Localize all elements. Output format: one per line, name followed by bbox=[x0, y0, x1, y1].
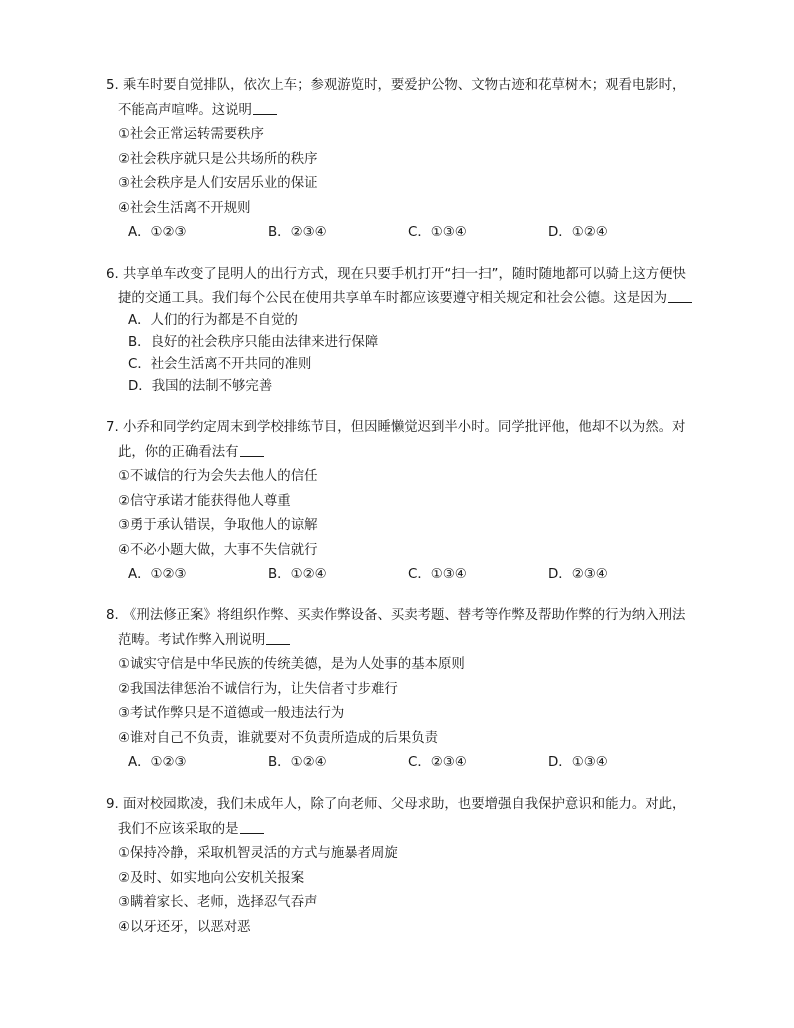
statement-3: ③勇于承认错误，争取他人的谅解 bbox=[118, 518, 318, 533]
statement-1: ①不诚信的行为会失去他人的信任 bbox=[118, 469, 318, 484]
answer-blank[interactable] bbox=[240, 819, 264, 834]
statement-3: ③瞒着家长、老师，选择忍气吞声 bbox=[118, 895, 318, 910]
statement-3: ③社会秩序是人们安居乐业的保证 bbox=[118, 176, 318, 191]
choice-d[interactable]: D．①②④ bbox=[548, 225, 608, 240]
choice-a[interactable]: A．①②③ bbox=[128, 755, 187, 770]
question-number: 9. bbox=[106, 797, 119, 812]
statement-2: ②社会秩序就只是公共场所的秩序 bbox=[118, 151, 318, 167]
choice-c[interactable]: C．社会生活离不开共同的准则 bbox=[128, 356, 312, 372]
question-6 bbox=[106, 263, 706, 398]
question-stem-cont: 我们不应该采取的是 bbox=[106, 818, 706, 843]
question-stem-cont: 范畴。考试作弊入刑说明 bbox=[106, 629, 706, 654]
choices bbox=[106, 310, 706, 398]
choice-c[interactable]: C．①③④ bbox=[408, 225, 467, 240]
choices bbox=[106, 221, 706, 246]
statement-1: ①保持冷静，采取机智灵活的方式与施暴者周旋 bbox=[118, 846, 398, 861]
answer-blank[interactable] bbox=[668, 288, 692, 303]
statement-2: ②我国法律惩治不诚信行为，让失信者寸步难行 bbox=[118, 681, 398, 697]
statement-3: ③考试作弊只是不道德或一般违法行为 bbox=[118, 706, 345, 721]
question-stem: 8. 《刑法修正案》将组织作弊、买卖作弊设备、买卖考题、替考等作弊及帮助作弊的行为纳入刑法 bbox=[106, 608, 686, 623]
question-5 bbox=[106, 74, 706, 246]
choices bbox=[106, 751, 706, 776]
question-7 bbox=[106, 416, 706, 588]
question-stem-cont: 此，你的正确看法有 bbox=[106, 441, 706, 466]
choice-b[interactable]: B．②③④ bbox=[268, 225, 327, 240]
choice-a[interactable]: A．①②③ bbox=[128, 567, 187, 582]
choice-b[interactable]: B．良好的社会秩序只能由法律来进行保障 bbox=[128, 334, 379, 350]
choices bbox=[106, 563, 706, 588]
answer-blank[interactable] bbox=[266, 630, 290, 645]
choice-a[interactable]: A．①②③ bbox=[128, 225, 187, 240]
choice-d[interactable]: D．①③④ bbox=[548, 755, 608, 770]
choice-b[interactable]: B．①②④ bbox=[268, 567, 327, 582]
question-9 bbox=[106, 793, 706, 940]
question-stem: 6. 共享单车改变了昆明人的出行方式，现在只要手机打开“扫一扫”，随时随地都可以骑上这方便快 bbox=[106, 267, 686, 282]
choice-d[interactable]: D．我国的法制不够完善 bbox=[128, 378, 273, 394]
question-number: 7. bbox=[106, 420, 119, 435]
choice-d[interactable]: D．②③④ bbox=[548, 567, 608, 582]
statement-1: ①社会正常运转需要秩序 bbox=[118, 127, 264, 142]
choice-b[interactable]: B．①②④ bbox=[268, 755, 327, 770]
question-stem: 7. 小乔和同学约定周末到学校排练节目，但因睡懒觉迟到半小时。同学批评他，他却不以为然。对 bbox=[106, 420, 686, 435]
choice-c[interactable]: C．②③④ bbox=[408, 755, 467, 770]
statement-4: ④社会生活离不开规则 bbox=[118, 200, 251, 216]
question-stem: 9. 面对校园欺凌，我们未成年人，除了向老师、父母求助，也要增强自我保护意识和能力。对此， bbox=[106, 797, 686, 812]
answer-blank[interactable] bbox=[253, 100, 277, 115]
question-number: 5. bbox=[106, 78, 119, 93]
choice-a[interactable]: A．人们的行为都是不自觉的 bbox=[128, 312, 298, 328]
statement-4: ④谁对自己不负责，谁就要对不负责所造成的后果负责 bbox=[118, 730, 438, 746]
statement-2: ②及时、如实地向公安机关报案 bbox=[118, 870, 305, 886]
question-number: 8. bbox=[106, 608, 119, 623]
statement-4: ④以牙还牙，以恶对恶 bbox=[118, 919, 251, 935]
statement-4: ④不必小题大做，大事不失信就行 bbox=[118, 542, 318, 558]
question-8 bbox=[106, 604, 706, 776]
question-stem-cont: 捷的交通工具。我们每个公民在使用共享单车时都应该要遵守相关规定和社会公德。这是因为 bbox=[106, 288, 706, 310]
question-stem: 5. 乘车时要自觉排队，依次上车；参观游览时，要爱护公物、文物古迹和花草树木；观看电影时， bbox=[106, 78, 686, 93]
statement-1: ①诚实守信是中华民族的传统美德，是为人处事的基本原则 bbox=[118, 657, 465, 672]
answer-blank[interactable] bbox=[240, 442, 264, 457]
statement-2: ②信守承诺才能获得他人尊重 bbox=[118, 493, 291, 509]
choice-c[interactable]: C．①③④ bbox=[408, 567, 467, 582]
question-stem-cont: 不能高声喧哗。这说明 bbox=[106, 99, 706, 124]
question-number: 6. bbox=[106, 267, 119, 282]
